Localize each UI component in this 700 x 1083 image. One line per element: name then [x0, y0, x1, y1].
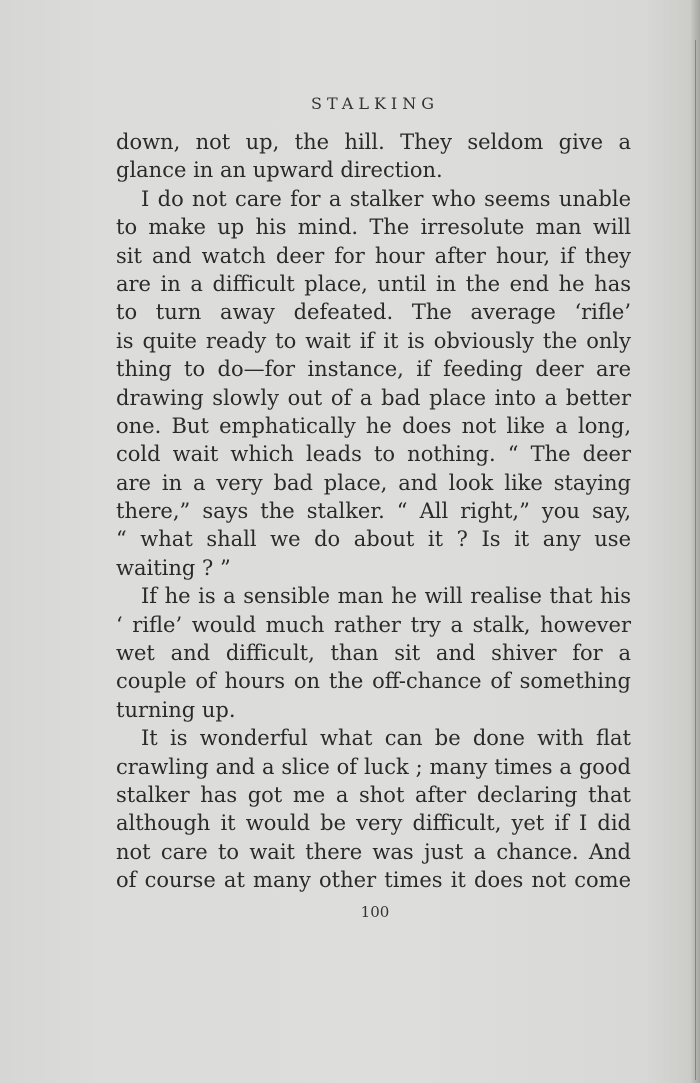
- text-line: stalker has got me a shot after declaring that: [116, 782, 631, 807]
- text-line: crawling and a slice of luck ; many times a good: [116, 754, 631, 779]
- text-line: cold wait which leads to nothing. “ The deer: [116, 442, 631, 467]
- text-line: to turn away defeated. The average ‘rifle’: [116, 300, 631, 325]
- text-line: glance in an upward direction.: [116, 158, 443, 183]
- text-line: not care to wait there was just a chance. And: [116, 839, 631, 864]
- text-line: down, not up, the hill. They seldom give a: [116, 130, 631, 154]
- text-line: of course at many other times it does not come: [116, 868, 631, 893]
- body-text: [116, 128, 631, 895]
- text-line: “ what shall we do about it ? Is it any use: [116, 527, 631, 552]
- text-line: ‘ rifle’ would much rather try a stalk, however: [116, 612, 631, 637]
- text-line: wet and difficult, than sit and shiver for a: [116, 641, 631, 666]
- text-line: turning up.: [116, 697, 236, 722]
- text-line: are in a very bad place, and look like staying: [116, 470, 631, 495]
- running-head: STALKING: [311, 94, 439, 113]
- text-line: couple of hours on the off-chance of something: [116, 669, 631, 694]
- text-line: I do not care for a stalker who seems unable: [141, 186, 631, 211]
- text-line: drawing slowly out of a bad place into a better: [116, 385, 631, 410]
- text-line: If he is a sensible man he will realise that his: [141, 584, 631, 609]
- text-line: is quite ready to wait if it is obviously the only: [116, 328, 631, 353]
- page-number: 100: [360, 903, 390, 921]
- text-line: one. But emphatically he does not like a long,: [116, 413, 631, 438]
- text-line: waiting ? ”: [116, 555, 231, 580]
- page-edge-line: [695, 40, 696, 1080]
- text-line: there,” says the stalker. “ All right,” you say,: [116, 499, 631, 524]
- text-line: It is wonderful what can be done with flat: [141, 726, 631, 751]
- text-line: thing to do—for instance, if feeding deer are: [116, 357, 631, 382]
- text-line: sit and watch deer for hour after hour, if they: [116, 243, 631, 268]
- text-line: to make up his mind. The irresolute man will: [116, 215, 631, 240]
- text-line: are in a difficult place, until in the end he has: [116, 271, 631, 296]
- text-line: although it would be very difficult, yet if I did: [116, 811, 631, 836]
